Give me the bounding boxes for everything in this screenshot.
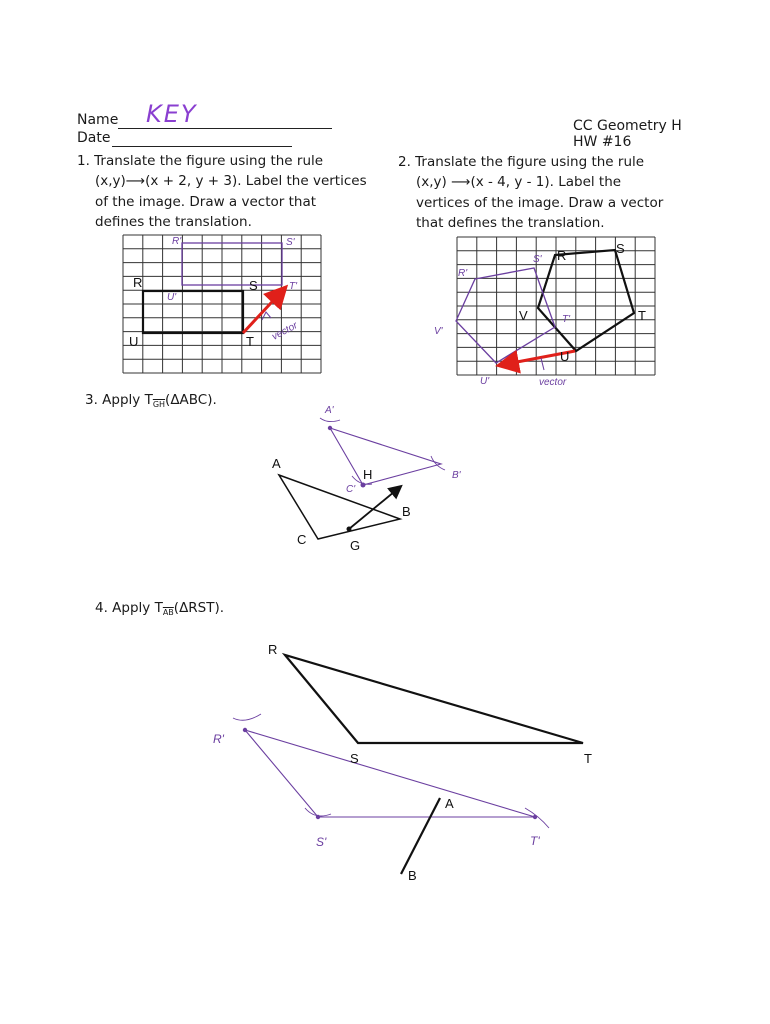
problem-3-text: 3. Apply $T_{\overline{GH}}(\Delta ABC)$. (85, 392, 217, 409)
label-A: A (272, 456, 281, 471)
homework-number: HW #16 (573, 134, 632, 150)
label-U: U (129, 334, 139, 349)
problem-1-line-2: (x,y)⟶(x + 2, y + 3). Label the vertices (95, 173, 367, 189)
problem-1-line-3: of the image. Draw a vector that (95, 194, 317, 210)
vector-AB (401, 798, 440, 874)
label-S: S (350, 751, 359, 766)
label-C: C (297, 532, 307, 547)
label-R-prime: R' (458, 268, 468, 279)
label-R-prime: R' (172, 236, 182, 247)
label-B: B (402, 504, 411, 519)
arc-T-prime (525, 808, 549, 828)
problem-3-figure (272, 405, 462, 553)
problem-4-text: 4. Apply $T_{\overline{AB}}(\Delta RST)$. (95, 600, 225, 617)
pentagon-RSTUV (538, 250, 634, 351)
problem-1-line-1: 1. Translate the figure using the rule (77, 153, 324, 169)
label-T-prime: T' (530, 834, 540, 848)
pentagon-image (456, 268, 555, 363)
label-B: B (408, 868, 417, 883)
label-U-prime: U' (480, 376, 490, 387)
label-S-prime: S' (286, 237, 295, 248)
triangle-RST (285, 655, 583, 743)
arc-A-prime (320, 418, 340, 422)
label-V-prime: V' (434, 326, 443, 337)
label-G: G (350, 538, 361, 553)
label-T: T (246, 334, 254, 349)
label-T-prime: T' (289, 281, 298, 292)
date-label: Date (77, 130, 111, 146)
triangle-ABC (279, 475, 400, 539)
name-value: KEY (146, 100, 198, 128)
label-R: R (133, 275, 143, 290)
problem-4-figure (213, 642, 592, 883)
problem-2-line-4: that defines the translation. (416, 215, 605, 231)
point-G (347, 527, 352, 532)
translation-vector-1 (243, 289, 284, 333)
label-R: R (268, 642, 278, 657)
problem-1-line-4: defines the translation. (95, 214, 252, 230)
name-label: Name (77, 112, 119, 128)
label-B-prime: B' (452, 470, 461, 481)
rectangle-RSTU (143, 291, 243, 333)
label-H: H (363, 467, 373, 482)
vector-GH (349, 487, 400, 529)
label-S: S (616, 241, 625, 256)
label-U-prime: U' (167, 292, 177, 303)
problem-1-grid (123, 235, 321, 373)
label-S-prime: S' (316, 835, 327, 849)
arc-S-prime (305, 808, 331, 816)
label-R: R (557, 248, 567, 263)
triangle-image-ABC (330, 428, 441, 485)
label-C-prime: C' (346, 484, 356, 495)
point-A-prime (328, 426, 332, 430)
label-S: S (249, 278, 258, 293)
vector-pointer-2 (541, 358, 544, 370)
label-T: T (638, 308, 646, 323)
label-vector-2: vector (539, 377, 567, 388)
label-T: T (584, 751, 592, 766)
problem-2-line-3: vertices of the image. Draw a vector (416, 195, 664, 211)
problem-2-figure (434, 241, 646, 388)
label-A-prime: A' (325, 405, 334, 416)
point-R-prime (243, 728, 247, 732)
label-T-prime: T' (562, 314, 571, 325)
arc-R-prime (233, 714, 261, 720)
course-title: CC Geometry H (573, 118, 682, 134)
label-R-prime: R' (213, 732, 224, 746)
label-U: U (560, 349, 570, 364)
problem-1-figure (129, 236, 300, 349)
problem-2-line-1: 2. Translate the figure using the rule (398, 154, 645, 170)
problem-2-line-2: (x,y) ⟶(x - 4, y - 1). Label the (416, 174, 622, 190)
label-S-prime: S' (533, 254, 542, 265)
label-vector-1: vector (270, 320, 300, 343)
label-A: A (445, 796, 454, 811)
label-V: V (519, 308, 528, 323)
